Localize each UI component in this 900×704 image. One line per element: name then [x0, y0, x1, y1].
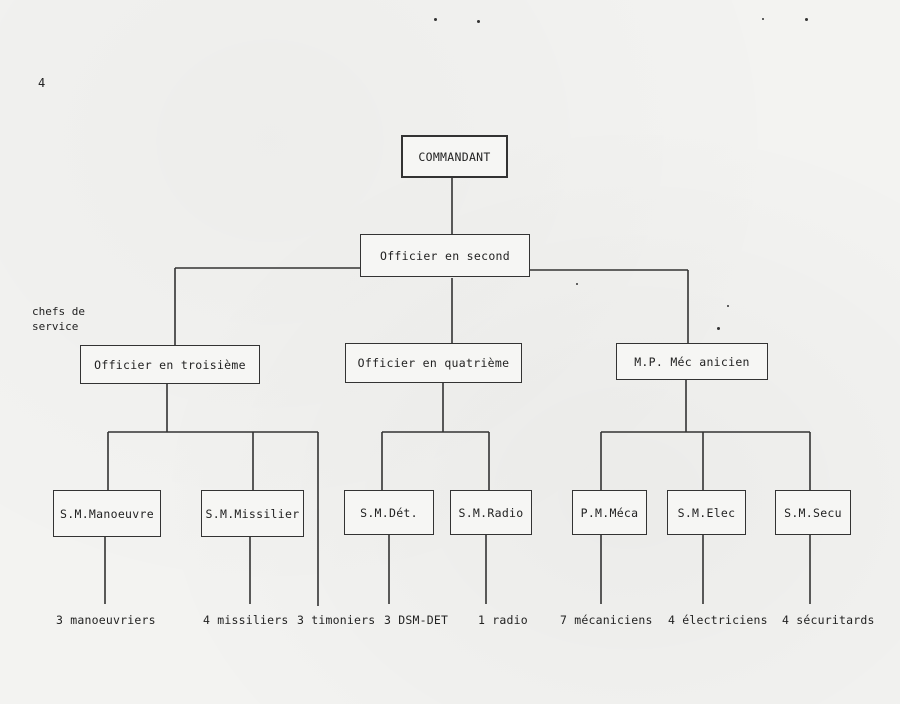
leaf-radio: 1 radio — [478, 613, 528, 627]
scan-speck — [477, 20, 480, 23]
scan-speck — [576, 283, 578, 285]
node-commandant: COMMANDANT — [401, 135, 508, 178]
scan-speck — [717, 327, 720, 330]
node-pm-meca: P.M.Méca — [572, 490, 647, 535]
node-mp-mecanicien: M.P. Méc anicien — [616, 343, 768, 380]
side-label-chefs-de-service — [32, 304, 85, 334]
leaf-timoniers: 3 timoniers — [297, 613, 376, 627]
scan-speck — [727, 305, 729, 307]
leaf-electriciens: 4 électriciens — [668, 613, 768, 627]
node-sm-det: S.M.Dét. — [344, 490, 434, 535]
leaf-mecaniciens: 7 mécaniciens — [560, 613, 653, 627]
leaf-dsm-det: 3 DSM-DET — [384, 613, 449, 627]
node-officier-en-quatrieme: Officier en quatrième — [345, 343, 522, 383]
side-label-line-1: chefs de — [32, 305, 85, 318]
page-number: 4 — [38, 76, 46, 90]
scan-speck — [434, 18, 437, 21]
node-sm-missilier: S.M.Missilier — [201, 490, 304, 537]
leaf-securitards: 4 sécuritards — [782, 613, 875, 627]
node-sm-manoeuvre: S.M.Manoeuvre — [53, 490, 161, 537]
scan-speck — [762, 18, 764, 20]
node-sm-secu: S.M.Secu — [775, 490, 851, 535]
leaf-missiliers: 4 missiliers — [203, 613, 289, 627]
node-officier-en-second: Officier en second — [360, 234, 530, 277]
node-sm-elec: S.M.Elec — [667, 490, 746, 535]
leaf-manoeuvriers: 3 manoeuvriers — [56, 613, 156, 627]
node-officier-en-troisieme: Officier en troisième — [80, 345, 260, 384]
side-label-line-2: service — [32, 320, 79, 333]
scan-speck — [805, 18, 808, 21]
node-sm-radio: S.M.Radio — [450, 490, 532, 535]
